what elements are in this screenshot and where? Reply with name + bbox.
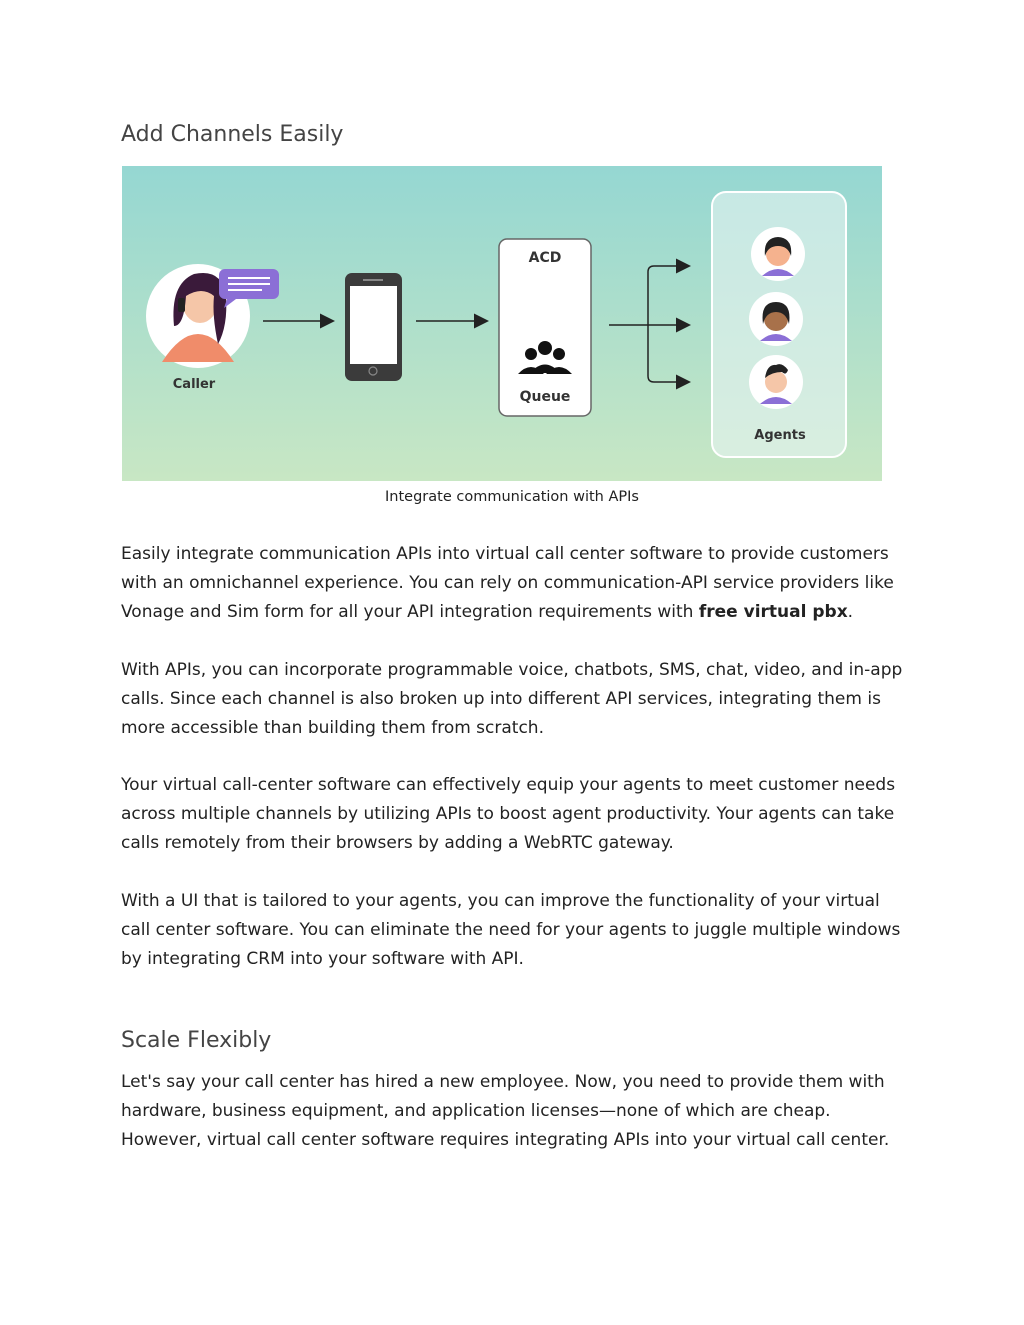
api-integration-diagram bbox=[122, 166, 882, 481]
paragraph-1-text: Easily integrate communication APIs into virtual call center software to provide customers with an omnichannel experience. You can rely on communication-API service providers like Vonage and Sim form for all your API integration requirements with bbox=[121, 544, 894, 622]
phone-icon bbox=[345, 273, 402, 381]
agent-avatar-1-icon bbox=[751, 227, 805, 281]
paragraph-2: With APIs, you can incorporate programmable voice, chatbots, SMS, chat, video, and in-app calls. Since each channel is also broken up into different API services, integrating them is more accessible than building them from scratch. bbox=[121, 660, 903, 738]
section-heading-scale-flexibly: Scale Flexibly bbox=[121, 1028, 272, 1053]
queue-label: Queue bbox=[519, 389, 571, 405]
paragraph-3: Your virtual call-center software can effectively equip your agents to meet customer needs across multiple channels by utilizing APIs to boost agent productivity. Your agents can take calls remotely from their browsers by adding a WebRTC gateway. bbox=[121, 775, 896, 853]
paragraph-4: With a UI that is tailored to your agents, you can improve the functionality of your virtual call center software. You can eliminate the need for your agents to juggle multiple windows by integrating CRM into your software with API. bbox=[121, 891, 901, 969]
agent-avatar-3-icon bbox=[749, 355, 803, 409]
paragraph-1 bbox=[121, 540, 911, 627]
caller-label: Caller bbox=[172, 377, 216, 392]
figure-caption: Integrate communication with APIs bbox=[385, 489, 639, 505]
free-virtual-pbx-text: free virtual pbx bbox=[698, 602, 848, 622]
section-heading-add-channels: Add Channels Easily bbox=[121, 122, 344, 147]
agents-label: Agents bbox=[754, 428, 806, 443]
paragraph-1-end: . bbox=[847, 602, 854, 622]
agent-avatar-2-icon bbox=[749, 292, 803, 346]
paragraph-5: Let's say your call center has hired a new employee. Now, you need to provide them with hardware, business equipment, and application licenses—none of which are cheap. However, virtual call center software requires integrating APIs into your virtual call center. bbox=[121, 1072, 890, 1150]
acd-label: ACD bbox=[528, 250, 562, 266]
